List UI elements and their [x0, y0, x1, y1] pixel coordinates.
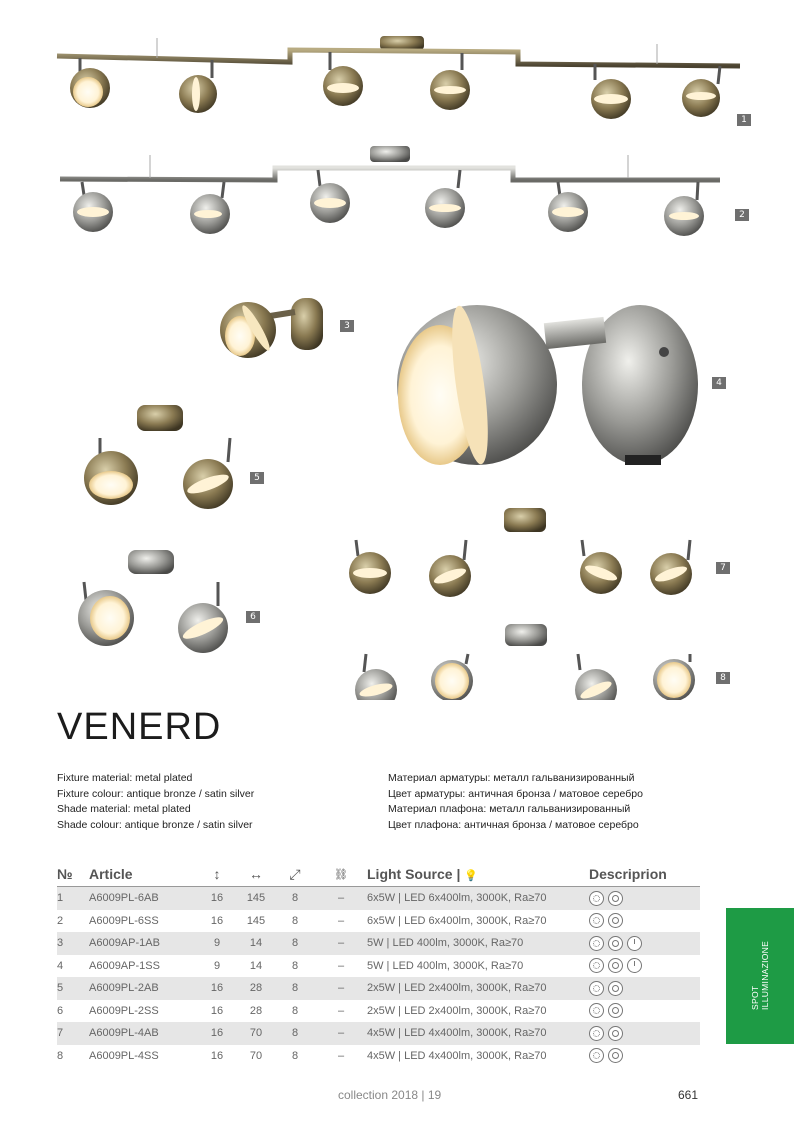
cell-number: 3	[57, 932, 89, 955]
fixture-1-bronze-six-light	[57, 36, 740, 119]
cell-description	[589, 977, 700, 1000]
cell-article: A6009PL-2SS	[89, 1004, 159, 1017]
cell-article: A6009AP-1SS	[89, 959, 160, 972]
cell-diagonal: 8	[291, 959, 299, 972]
cell-width: 14	[237, 932, 275, 955]
cell-number: 6	[57, 1004, 64, 1017]
image-label-4: 4	[712, 377, 726, 389]
chain-icon: ⛓	[315, 864, 367, 887]
rotation-icon	[608, 1003, 623, 1018]
cell-article: A6009PL-6SS	[89, 914, 159, 927]
led-icon	[589, 913, 604, 928]
header-description: Descriprion	[589, 864, 700, 887]
cell-height: 16	[210, 1004, 224, 1017]
cell-light-source: 6x5W | LED 6x400lm, 3000K, Ra≥70	[367, 887, 589, 910]
table-row	[57, 1000, 700, 1023]
table-row	[57, 1022, 700, 1045]
cell-light-source: 6x5W | LED 6x400lm, 3000K, Ra≥70	[367, 914, 547, 927]
cell-number: 5	[57, 977, 89, 1000]
light-source-label: Light Source |	[367, 866, 461, 882]
cell-diagonal: 8	[275, 887, 315, 910]
fixture-4-silver-wall	[397, 304, 698, 466]
rotation-icon	[608, 958, 623, 973]
fixture-7-bronze-four-light	[343, 508, 703, 597]
table-row	[57, 910, 700, 933]
table-row	[57, 955, 700, 978]
table-row	[57, 1045, 700, 1068]
diagonal-icon: ⤢	[275, 864, 315, 887]
rotation-icon	[608, 981, 623, 996]
spec-line: Цвет арматуры: античная бронза / матовое серебро	[388, 787, 643, 800]
cell-chain: –	[337, 914, 345, 927]
side-tab-line1: SPOT	[750, 985, 760, 1010]
cell-number: 2	[57, 914, 64, 927]
fixture-5-bronze-two-light	[72, 405, 245, 509]
cell-height: 16	[210, 914, 224, 927]
spec-line: Shade material: metal plated	[57, 803, 191, 815]
cell-description	[589, 955, 700, 978]
side-tab-line2: ILLUMINAZIONE	[760, 940, 770, 1010]
cell-height: 9	[197, 932, 237, 955]
spec-line: Материал арматуры: металл гальванизированный	[388, 772, 635, 784]
cell-number: 8	[57, 1049, 64, 1062]
header-article: Article	[89, 864, 197, 887]
led-icon	[589, 958, 604, 973]
spec-line: Shade colour: antique bronze / satin silver	[57, 818, 253, 831]
cell-width: 145	[246, 914, 266, 927]
width-icon: ↔	[237, 864, 275, 887]
cell-description	[589, 887, 700, 910]
cell-diagonal: 8	[291, 1049, 299, 1062]
cell-description	[589, 1045, 700, 1068]
image-label-8: 8	[716, 672, 730, 684]
bulb-icon: 💡	[464, 870, 478, 882]
rotation-icon	[608, 891, 623, 906]
cell-width: 145	[237, 887, 275, 910]
cell-description	[589, 932, 700, 955]
image-label-2: 2	[735, 209, 749, 221]
rotation-icon	[608, 936, 623, 951]
cell-height: 16	[197, 1022, 237, 1045]
fixture-2-silver-six-light	[60, 146, 720, 236]
page-number: 661	[678, 1088, 699, 1102]
cell-diagonal: 8	[275, 977, 315, 1000]
cell-article: A6009PL-6AB	[89, 887, 197, 910]
table-row	[57, 932, 700, 955]
table-row	[57, 887, 700, 910]
cell-width: 28	[237, 977, 275, 1000]
cell-width: 70	[249, 1049, 263, 1062]
cell-article: A6009PL-2AB	[89, 977, 197, 1000]
table-header-row	[57, 864, 700, 887]
cell-diagonal: 8	[291, 914, 299, 927]
rotation-icon	[608, 1048, 623, 1063]
led-icon	[589, 1003, 604, 1018]
cell-height: 16	[210, 1049, 224, 1062]
cell-width: 28	[249, 1004, 263, 1017]
cell-article: A6009PL-4AB	[89, 1022, 197, 1045]
led-icon	[589, 891, 604, 906]
fixture-3-bronze-wall	[220, 298, 323, 358]
cell-light-source: 4x5W | LED 4x400lm, 3000K, Ra≥70	[367, 1022, 589, 1045]
cell-chain: –	[337, 1049, 345, 1062]
spec-line: Материал плафона: металл гальванизированный	[388, 803, 631, 815]
cell-number: 4	[57, 959, 64, 972]
cell-diagonal: 8	[291, 1004, 299, 1017]
rotation-icon	[608, 1026, 623, 1041]
image-label-7: 7	[716, 562, 730, 574]
product-title: VENERD	[57, 706, 222, 748]
specs-russian	[388, 771, 643, 833]
image-label-3: 3	[340, 320, 354, 332]
rotation-icon	[608, 913, 623, 928]
cell-description	[589, 1022, 700, 1045]
cell-light-source: 2x5W | LED 2x400lm, 3000K, Ra≥70	[367, 977, 589, 1000]
header-light-source	[367, 864, 589, 887]
cell-width: 70	[237, 1022, 275, 1045]
cell-chain: –	[337, 1004, 345, 1017]
cell-chain: –	[315, 1022, 367, 1045]
cell-light-source: 5W | LED 400lm, 3000K, Ra≥70	[367, 932, 589, 955]
spec-line: Fixture material: metal plated	[57, 772, 193, 784]
cell-height: 9	[213, 959, 221, 972]
led-icon	[589, 1048, 604, 1063]
cell-chain: –	[315, 932, 367, 955]
led-icon	[589, 936, 604, 951]
cell-height: 16	[197, 977, 237, 1000]
cell-chain: –	[315, 977, 367, 1000]
cell-light-source: 4x5W | LED 4x400lm, 3000K, Ra≥70	[367, 1049, 547, 1062]
cell-chain: –	[315, 887, 367, 910]
cell-width: 14	[249, 959, 263, 972]
spec-line: Fixture colour: antique bronze / satin silver	[57, 787, 255, 800]
switch-icon	[627, 958, 642, 973]
image-label-1: 1	[737, 114, 751, 126]
cell-article: A6009PL-4SS	[89, 1049, 159, 1062]
cell-height: 16	[197, 887, 237, 910]
cell-light-source: 5W | LED 400lm, 3000K, Ra≥70	[367, 959, 524, 972]
category-side-tab	[726, 908, 794, 1044]
fixture-8-silver-four-light	[352, 624, 705, 700]
cell-description	[589, 910, 700, 933]
led-icon	[589, 981, 604, 996]
cell-chain: –	[337, 959, 345, 972]
header-number: №	[57, 864, 89, 887]
height-icon: ↕	[197, 864, 237, 887]
cell-light-source: 2x5W | LED 2x400lm, 3000K, Ra≥70	[367, 1004, 547, 1017]
image-label-6: 6	[246, 611, 260, 623]
cell-number: 1	[57, 887, 89, 910]
cell-diagonal: 8	[275, 1022, 315, 1045]
footer-collection: collection 2018 | 19	[338, 1088, 442, 1102]
image-label-5: 5	[250, 472, 264, 484]
switch-icon	[627, 936, 642, 951]
cell-article: A6009AP-1AB	[89, 932, 197, 955]
cell-description	[589, 1000, 700, 1023]
fixture-6-silver-two-light	[64, 550, 238, 653]
spec-line: Цвет плафона: античная бронза / матовое серебро	[388, 818, 639, 831]
cell-diagonal: 8	[275, 932, 315, 955]
article-table	[57, 864, 700, 1067]
led-icon	[589, 1026, 604, 1041]
specs-english	[57, 771, 254, 833]
table-row	[57, 977, 700, 1000]
cell-number: 7	[57, 1022, 89, 1045]
